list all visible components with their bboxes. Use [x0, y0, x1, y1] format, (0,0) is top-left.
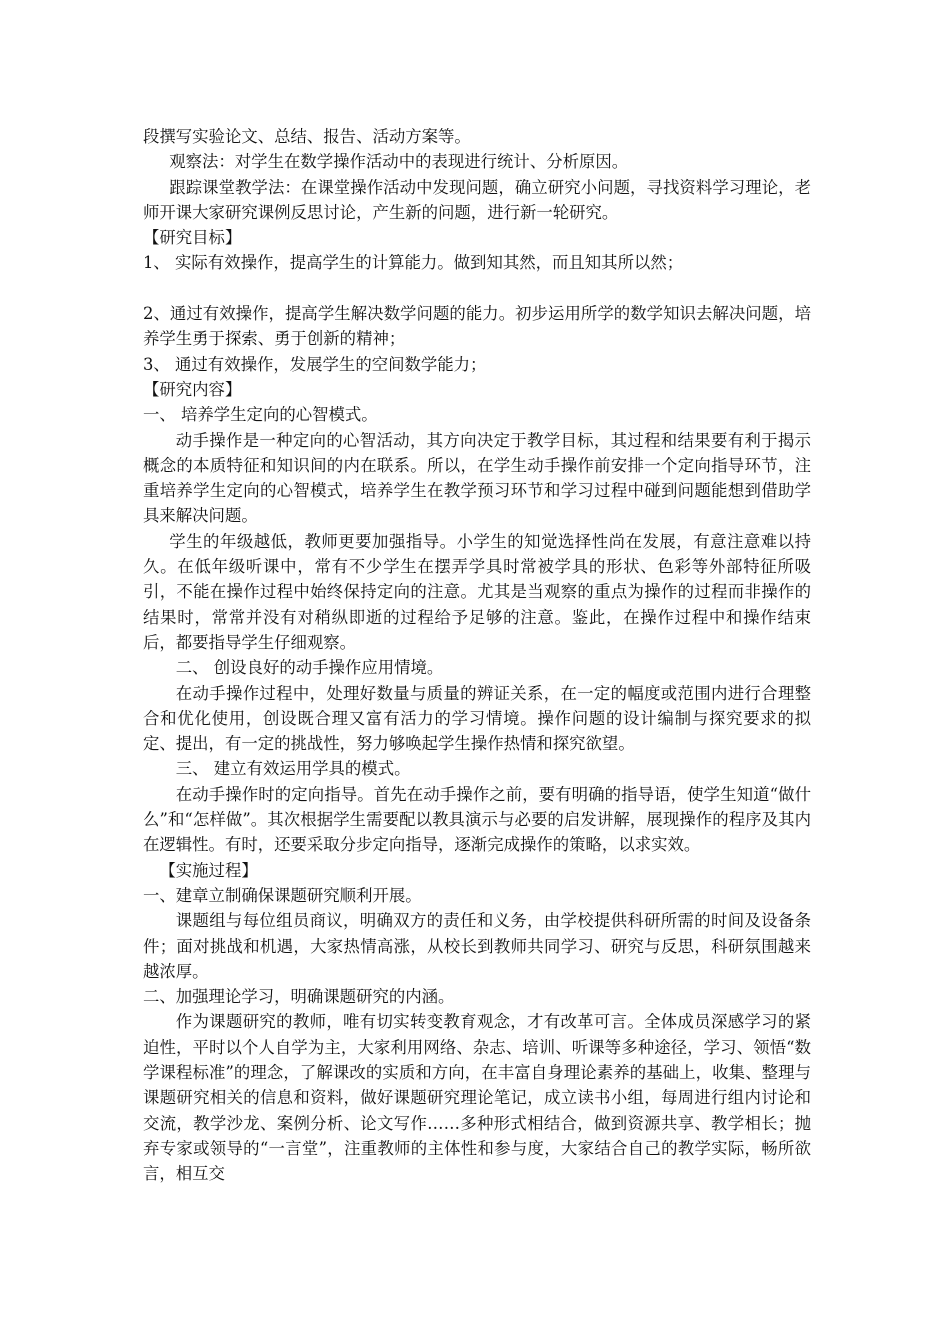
blank-line [143, 276, 811, 301]
content-heading-3: 三、 建立有效运用学具的模式。 [175, 759, 411, 779]
content-heading-1: 一、 培养学生定向的心智模式。 [143, 405, 378, 425]
paragraph-content-2: 学生的年级越低，教师更要加强指导。小学生的知觉选择性尚在发展，有意注意难以持久。在低年级听课中，常有不少学生在摆弄学具时常被学具的形状、色彩等外部特征所吸引，不能在操作过程中始终保持定向的注意。尤其是当观察的重点为操作的过程而非操作的结果时，常常并没有对稍纵即逝的过程给予足够的注意。鉴此，在操作过程中和操作结束后，都要指导学生仔细观察。 [143, 531, 811, 652]
goal-item-3: 3、 通过有效操作，发展学生的空间数学能力； [143, 354, 487, 374]
paragraph-implementation-2: 作为课题研究的教师，唯有切实转变教育观念，才有改革可言。全体成员深感学习的紧迫性，平时以个人自学为主，大家利用网络、杂志、培训、听课等多种途径，学习、领悟“数学课程标准”的理念，了解课改的实质和方向，在丰富自身理论素养的基础上，收集、整理与课题研究相关的信息和资料，做好课题研究理论笔记，成立读书小组，每周进行组内讨论和交流，教学沙龙、案例分析、论文写作……多种形式相结合，做到资源共享、教学相长；抛弃专家或领导的“一言堂”，注重教师的主体性和参与度，大家结合自己的教学实际，畅所欲言，相互交 [143, 1012, 811, 1184]
paragraph-tracking-method: 跟踪课堂教学法：在课堂操作活动中发现问题，确立研究小问题，寻找资料学习理论，老师开课大家研究课例反思讨论，产生新的问题，进行新一轮研究。 [143, 177, 811, 222]
section-heading-research-content: 【研究内容】 [143, 379, 242, 399]
paragraph-1: 段撰写实验论文、总结、报告、活动方案等。 [143, 127, 471, 146]
goal-item-1: 1、 实际有效操作，提高学生的计算能力。做到知其然，而且知其所以然； [143, 253, 684, 273]
document-page [143, 124, 811, 1186]
paragraph-observation-method: 观察法：对学生在数学操作活动中的表现进行统计、分析原因。 [169, 152, 629, 172]
paragraph-implementation-1: 课题组与每位组员商议，明确双方的责任和义务，由学校提供科研所需的时间及设备条件；面对挑战和机遇，大家热情高涨，从校长到教师共同学习、研究与反思，科研氛围越来越浓厚。 [143, 911, 811, 981]
implementation-heading-2: 二、加强理论学习，明确课题研究的内涵。 [143, 987, 455, 1007]
paragraph-content-3: 在动手操作过程中，处理好数量与质量的辨证关系，在一定的幅度或范围内进行合理整合和优化使用，创设既合理又富有活力的学习情境。操作问题的设计编制与探究要求的拟定、提出，有一定的挑战性，努力够唤起学生操作热情和探究欲望。 [143, 683, 811, 754]
section-heading-implementation: 【实施过程】 [159, 860, 258, 880]
content-heading-2: 二、 创设良好的动手操作应用情境。 [175, 658, 444, 678]
section-heading-research-goals: 【研究目标】 [143, 228, 242, 248]
paragraph-content-4: 在动手操作时的定向指导。首先在动手操作之前，要有明确的指导语，使学生知道“做什么”和“怎样做”。其次根据学生需要配以教具演示与必要的启发讲解，展现操作的程序及其内在逻辑性。有时，还要采取分步定向指导，逐渐完成操作的策略，以求实效。 [143, 784, 811, 855]
goal-item-2: 2、通过有效操作，提高学生解决数学问题的能力。初步运用所学的数学知识去解决问题，培养学生勇于探索、勇于创新的精神； [143, 304, 811, 349]
implementation-heading-1: 一、建章立制确保课题研究顺利开展。 [143, 885, 422, 905]
paragraph-content-1: 动手操作是一种定向的心智活动，其方向决定于教学目标，其过程和结果要有利于揭示概念的本质特征和知识间的内在联系。所以，在学生动手操作前安排一个定向指导环节，注重培养学生定向的心智模式，培养学生在教学预习环节和学习过程中碰到问题能想到借助学具来解决问题。 [143, 430, 811, 526]
